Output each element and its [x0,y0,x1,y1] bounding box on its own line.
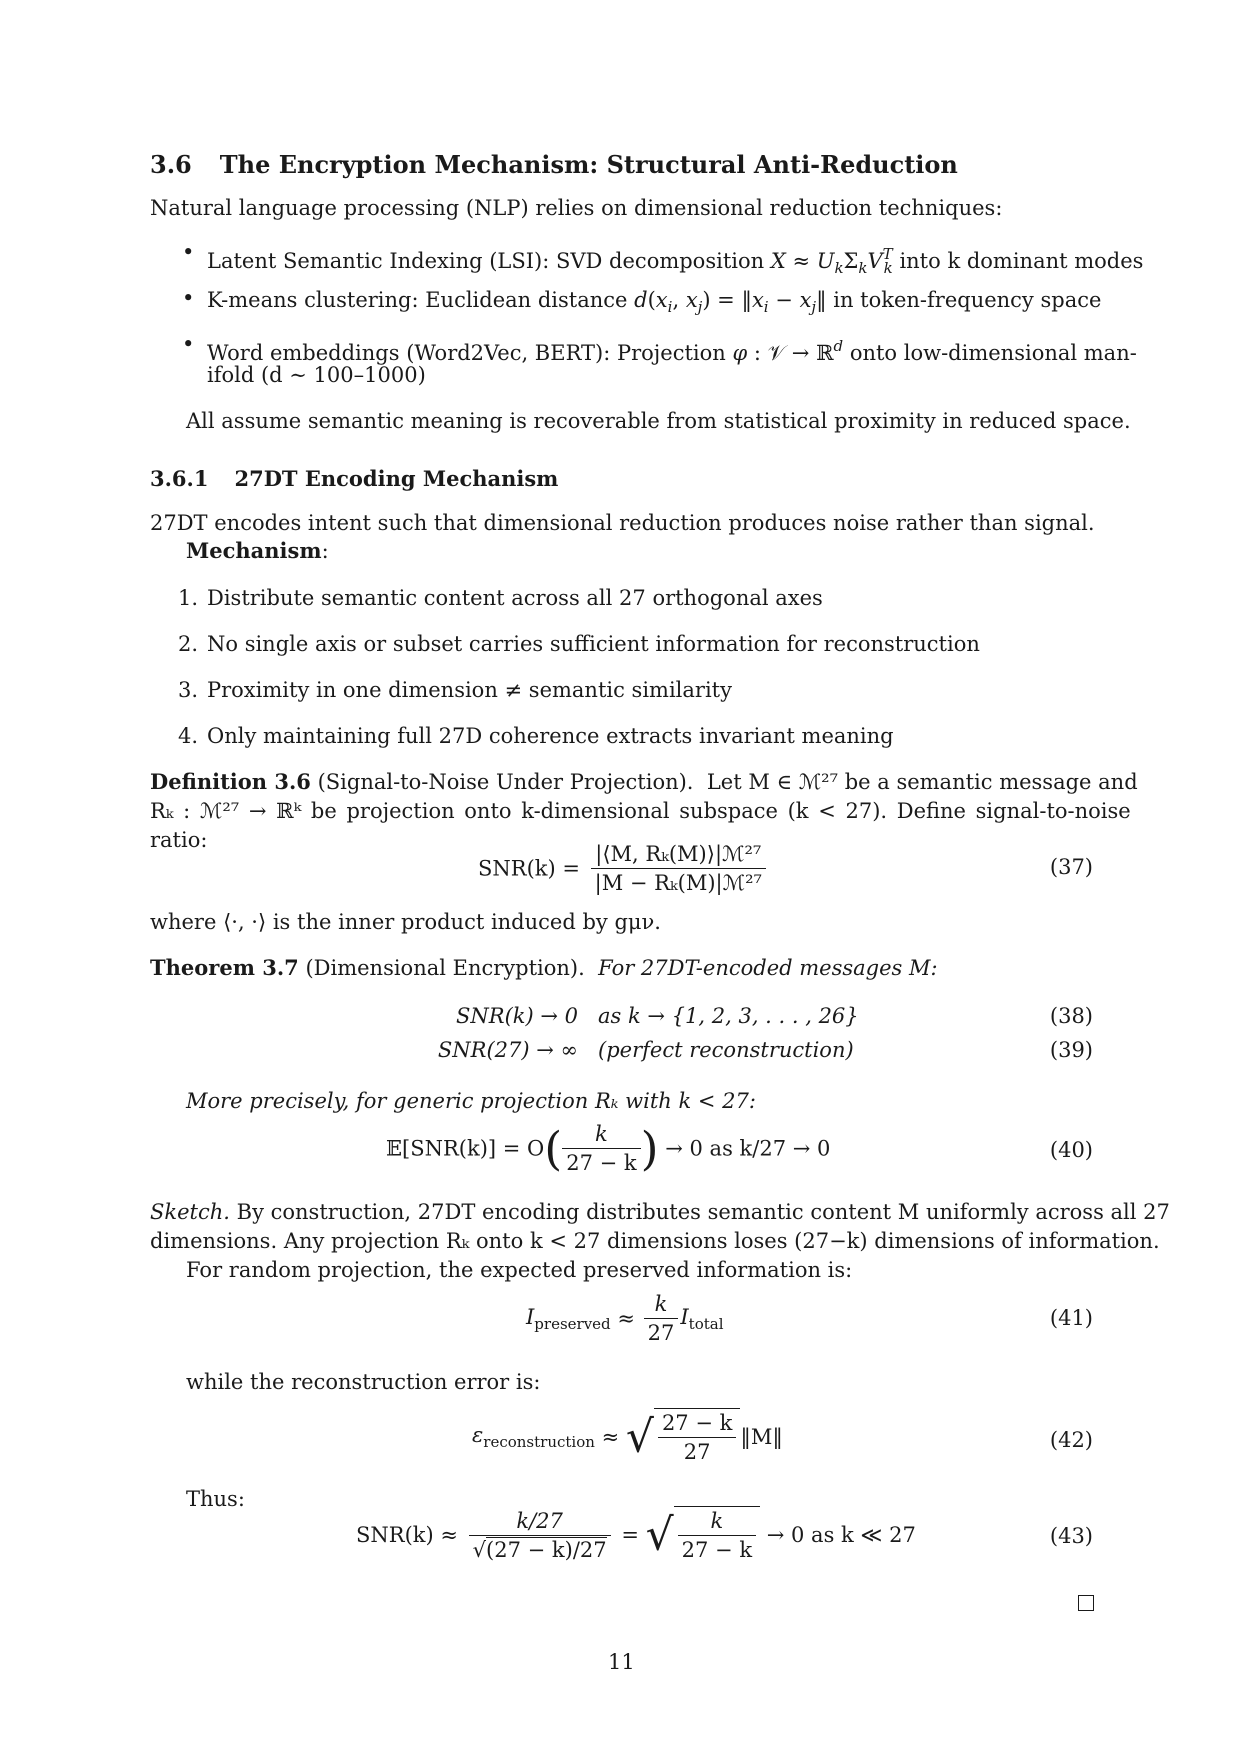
subsection-number: 3.6.1 [150,466,209,491]
definition-line-2: Rₖ : ℳ²⁷ → ℝᵏ be projection onto k-dimensional subspace (k < 27). Define signal-to-noise [150,799,1131,823]
equation-number: (40) [1049,1138,1093,1162]
equation-number: (42) [1049,1428,1093,1452]
equation-43: SNR(k) ≈ $\frac{k/27}{√(27 - k)/27}$ = √ $\frac{k}{27 - k}$ → 0 as k ≪ 27 [356,1506,916,1564]
assume-paragraph: All assume semantic meaning is recoverable from statistical proximity in reduced space. [186,409,1131,433]
sketch-line-3: For random projection, the expected preserved information is: [186,1258,853,1282]
subsection-title: 27DT Encoding Mechanism [234,466,559,491]
equation-number: (41) [1049,1306,1093,1330]
definition-label: Definition 3.6 [150,769,311,794]
definition-line-3: ratio: [150,828,208,852]
section-heading [150,150,958,179]
list-item: 4. Only maintaining full 27D coherence extracts invariant meaning [178,724,894,748]
equation-number: (39) [1049,1038,1093,1062]
qed-box-icon [1078,1595,1094,1611]
precise-paragraph: More precisely, for generic projection Rₖ with k < 27: [186,1089,756,1113]
bullet-dot: • [182,332,195,356]
equation-number: (38) [1049,1004,1093,1028]
section-number: 3.6 [150,150,192,179]
bullet-item-embeddings-cont: ifold (d ∼ 100–1000) [207,363,426,387]
theorem-label: Theorem 3.7 [150,955,299,980]
subsection-heading [150,466,558,491]
equation-39: SNR(27) → ∞ (perfect reconstruction) [437,1038,854,1062]
equation-42: $\varepsilon_{reconstruction}$ ≈ √ $\frac{27 - k}{27}$ ‖M‖ [472,1408,783,1466]
equation-41: $I_{preserved}$ ≈ $\frac{k}{27}$ $I_{total}$ [526,1292,724,1345]
encode-paragraph: 27DT encodes intent such that dimensional reduction produces noise rather than signal. [150,511,1095,535]
bullet-dot: • [182,240,195,264]
equation-37: SNR(k) = $\frac{\text{|⟨M, Rₖ(M)⟩|ℳ²⁷}}{\text{|M − Rₖ(M)|ℳ²⁷}}$ [478,840,770,897]
section-title: The Encryption Mechanism: Structural Anti-Reduction [219,150,958,179]
equation-number: (37) [1049,855,1093,879]
bullet-item-embeddings: Word embeddings (Word2Vec, BERT): Projection φ : 𝒱 → ℝ$^d$ onto low-dimensional man- [207,337,1137,365]
mechanism-label: Mechanism: [186,538,329,563]
equation-38: SNR(k) → 0 as k → {1, 2, 3, . . . , 26} [456,1004,859,1028]
thus-paragraph: Thus: [186,1487,245,1511]
bullet-item-kmeans: K-means clustering: Euclidean distance $d(x_i$, $x_j$) = $‖x_i$ − $x_j‖$ in token-frequency space [207,288,1102,316]
sketch-label: Sketch. [150,1200,230,1224]
definition-line-1: Definition 3.6 (Signal-to-Noise Under Projection). Let M ∈ ℳ²⁷ be a semantic message and [150,769,1138,794]
list-item: 2. No single axis or subset carries sufficient information for reconstruction [178,632,980,656]
page-number: 11 [608,1650,635,1674]
while-paragraph: while the reconstruction error is: [186,1370,541,1394]
theorem-statement: Theorem 3.7 (Dimensional Encryption). For 27DT-encoded messages M: [150,955,938,980]
list-item: 1. Distribute semantic content across all 27 orthogonal axes [178,586,823,610]
bullet-item-lsi: Latent Semantic Indexing (LSI): SVD decomposition $X \approx U_k\Sigma_kV^T_k$ into k dominant modes [207,245,1144,277]
equation-number: (43) [1049,1524,1093,1548]
intro-paragraph: Natural language processing (NLP) relies on dimensional reduction techniques: [150,196,1003,220]
bullet-dot: • [182,286,195,310]
where-paragraph: where ⟨·, ·⟩ is the inner product induced by gμν. [150,910,661,934]
list-item: 3. Proximity in one dimension ≠ semantic similarity [178,678,732,702]
sketch-line-1: Sketch. By construction, 27DT encoding distributes semantic content M uniformly across all 27 [150,1200,1170,1224]
sketch-line-2: dimensions. Any projection Rₖ onto k < 27 dimensions loses (27−k) dimensions of information. [150,1229,1160,1253]
equation-40: 𝔼[SNR(k)] = O( $\frac{k}{27 - k}$ ) → 0 as k/27 → 0 [386,1121,831,1176]
